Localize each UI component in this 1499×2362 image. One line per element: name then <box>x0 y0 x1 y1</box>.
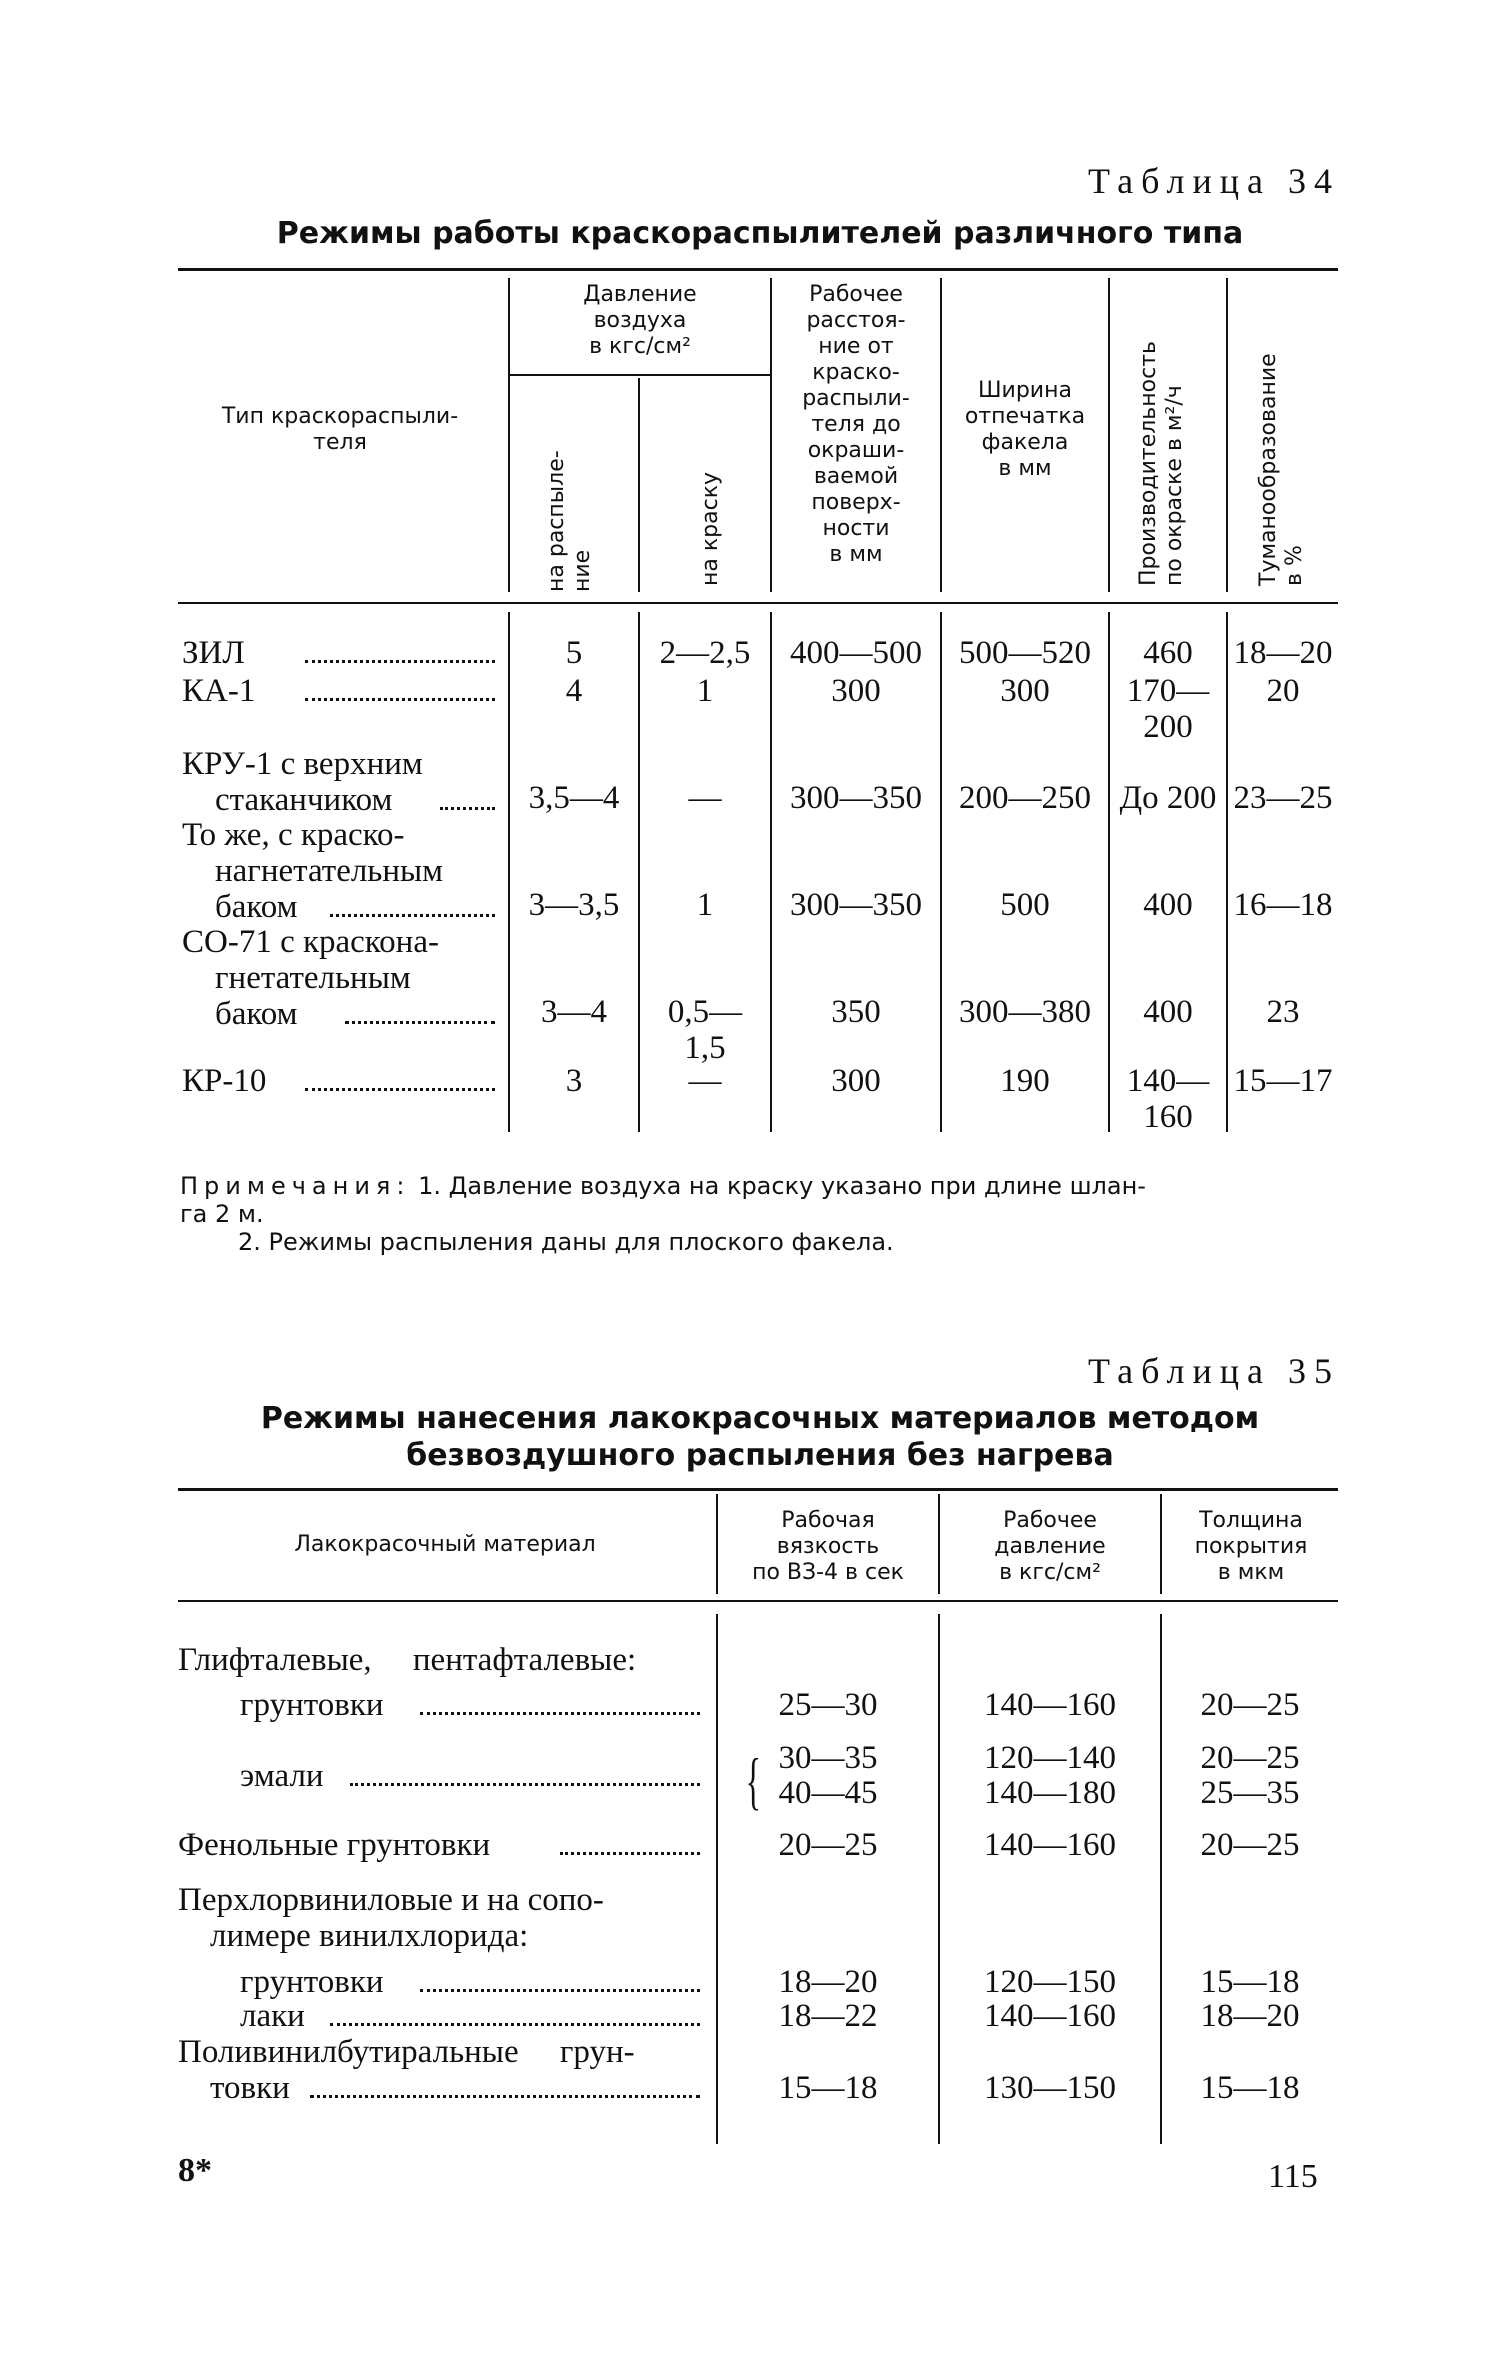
table-34-cell: 5 <box>565 635 583 671</box>
table-35-cell: 20—25 <box>1200 1687 1300 1723</box>
table-34-cell: 400 <box>1143 994 1193 1030</box>
table-34-row-name: СО-71 с краскона- <box>182 924 439 960</box>
table-34-cell: 3 <box>565 1063 583 1099</box>
table-34-cell: 400—500 <box>790 635 922 671</box>
table-35-row-name: грунтовки <box>240 1964 384 2000</box>
table-34-notes <box>180 1172 1340 1256</box>
table-34-cell: 500 <box>1000 887 1050 923</box>
table-35-cell: 20—25 <box>1200 1740 1300 1776</box>
table-35-label: Таблица 35 <box>1088 1351 1340 1391</box>
table-35-title-line-2: безвоздушного распыления без нагрева <box>406 1438 1114 1473</box>
table-35-group-heading: Глифталевые, пентафталевые: <box>178 1642 637 1678</box>
table-34-cell: 300—380 <box>959 994 1091 1030</box>
header-thickness: Толщина покрытия в мкм <box>1194 1508 1308 1585</box>
table-35-cell: 18—20 <box>778 1964 878 2000</box>
table-34-label: Таблица 34 <box>1088 161 1340 201</box>
table-34-cell: 3—4 <box>541 994 607 1030</box>
header-fog: Туманообразование в % <box>1256 353 1307 586</box>
signature-mark: 8* <box>178 2152 212 2189</box>
table-34-cell: — <box>688 780 722 816</box>
table-34-row-name: КР-10 <box>182 1063 267 1099</box>
table-35-group-heading: лимере винилхлорида: <box>210 1918 529 1954</box>
table-34-cell: До 200 <box>1119 780 1217 816</box>
table-35-cell: 120—150 <box>984 1964 1116 2000</box>
table-35-cell: 15—18 <box>1200 1964 1300 2000</box>
table-35-group-heading: Поливинилбутиральные грун- <box>178 2034 635 2070</box>
table-35-cell: 18—20 <box>1200 1998 1300 2034</box>
table-35-cell: 140—160 <box>984 1998 1116 2034</box>
table-35-title-line-1: Режимы нанесения лакокрасочных материалов методом <box>260 1401 1260 1436</box>
table-35-cell: 18—22 <box>778 1998 878 2034</box>
header-pressure-paint: на краску <box>698 472 723 586</box>
table-35-cell: 25—30 <box>778 1687 878 1723</box>
table-34-cell: 16—18 <box>1233 887 1333 923</box>
table-35-cell: 15—18 <box>778 2070 878 2106</box>
note-2: 2. Режимы распыления даны для плоского факела. <box>238 1228 894 1256</box>
table-35-title <box>180 1400 1340 1474</box>
note-1: 1. Давление воздуха на краску указано при длине шлан- <box>410 1172 1146 1200</box>
table-34-cell: 190 <box>1000 1063 1050 1099</box>
table-34-cell: 350 <box>831 994 881 1030</box>
header-type: Тип краскораспыли- теля <box>221 404 459 455</box>
table-34-cell: 170— 200 <box>1126 673 1210 745</box>
table-34-cell: 23—25 <box>1233 780 1333 816</box>
brace-icon: { <box>745 1745 762 1816</box>
table-35-row-name: эмали <box>240 1758 324 1794</box>
table-35-cell: 25—35 <box>1200 1775 1300 1811</box>
table-35-cell: 20—25 <box>778 1827 878 1863</box>
header-productivity: Производительность по окраске в м²/ч <box>1136 341 1187 586</box>
table-35-cell: 120—140 <box>984 1740 1116 1776</box>
table-35-cell: 140—160 <box>984 1827 1116 1863</box>
notes-heading: Примечания: <box>180 1172 411 1200</box>
table-34-row-name: нагнетательным <box>215 853 444 889</box>
header-viscosity: Рабочая вязкость по ВЗ-4 в сек <box>752 1508 904 1585</box>
table-34-cell: 460 <box>1143 635 1193 671</box>
table-34-cell: 0,5— 1,5 <box>667 994 743 1066</box>
table-34-cell: 300 <box>831 673 881 709</box>
table-34-row-name: То же, с краско- <box>182 817 405 853</box>
table-34-row-name: баком <box>215 996 298 1032</box>
table-35-row-name: лаки <box>240 1998 305 2034</box>
table-34-cell: 300—350 <box>790 887 922 923</box>
table-35-cell: 20—25 <box>1200 1827 1300 1863</box>
page-number: 115 <box>1268 2158 1318 2195</box>
table-35-cell: 130—150 <box>984 2070 1116 2106</box>
note-1-continuation: га 2 м. <box>180 1200 264 1228</box>
table-34-cell: 140— 160 <box>1126 1063 1210 1135</box>
table-34-row-name: КА-1 <box>182 673 256 709</box>
table-34-cell: 300 <box>831 1063 881 1099</box>
table-35-group-heading: Перхлорвиниловые и на сопо- <box>178 1882 604 1918</box>
table-34-cell: 1 <box>696 673 714 709</box>
table-35-cell: 40—45 <box>778 1775 878 1811</box>
table-34-cell: 500—520 <box>959 635 1091 671</box>
table-34-row-name: баком <box>215 889 298 925</box>
table-35-cell: 140—160 <box>984 1687 1116 1723</box>
table-34-cell: 23 <box>1266 994 1300 1030</box>
table-34-cell: — <box>688 1063 722 1099</box>
table-35-cell: 15—18 <box>1200 2070 1300 2106</box>
table-34-cell: 2—2,5 <box>659 635 751 671</box>
table-35-cell: 140—180 <box>984 1775 1116 1811</box>
header-material: Лакокрасочный материал <box>294 1532 596 1557</box>
header-width: Ширина отпечатка факела в мм <box>964 378 1086 481</box>
header-pressure-spray: на распыле- ние <box>544 450 595 592</box>
table-34-cell: 18—20 <box>1233 635 1333 671</box>
table-35-cell: 30—35 <box>778 1740 878 1776</box>
table-34-cell: 1 <box>696 887 714 923</box>
table-34-cell: 3,5—4 <box>528 780 620 816</box>
table-34-cell: 200—250 <box>959 780 1091 816</box>
table-35-row-name: грунтовки <box>240 1687 384 1723</box>
header-pressure-group: Давление воздуха в кгс/см² <box>583 282 697 359</box>
table-35-row-name: Фенольные грунтовки <box>178 1827 491 1863</box>
table-35-row-name: товки <box>210 2070 290 2106</box>
table-34-cell: 400 <box>1143 887 1193 923</box>
table-34-title: Режимы работы краскораспылителей различного типа <box>276 216 1244 251</box>
header-pressure: Рабочее давление в кгс/см² <box>994 1508 1106 1585</box>
table-34-cell: 4 <box>565 673 583 709</box>
table-34-cell: 300 <box>1000 673 1050 709</box>
table-34-row-name: ЗИЛ <box>182 635 245 671</box>
table-34-cell: 20 <box>1266 673 1300 709</box>
table-34-row-name: гнетательным <box>215 960 411 996</box>
header-distance: Рабочее расстоя- ние от краско- распыли- теля до окраши- ваемой поверх- ности в мм <box>802 282 910 567</box>
table-34-cell: 3—3,5 <box>528 887 620 923</box>
table-34-cell: 15—17 <box>1233 1063 1333 1099</box>
table-34-cell: 300—350 <box>790 780 922 816</box>
table-34-row-name: стаканчиком <box>215 782 393 818</box>
table-34-row-name: КРУ-1 с верхним <box>182 746 423 782</box>
